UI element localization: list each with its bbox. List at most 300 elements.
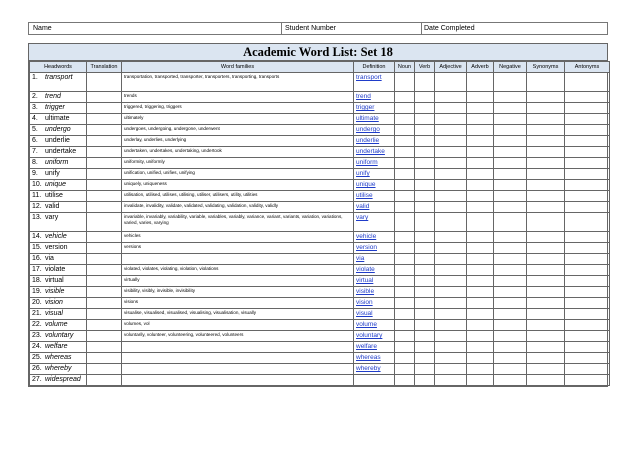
negative-cell[interactable] <box>494 342 527 353</box>
adverb-cell[interactable] <box>467 169 494 180</box>
word-families-cell: voluntarily, volunteer, volunteering, volunteered, volunteers <box>122 331 354 342</box>
headword: volume <box>45 321 68 328</box>
noun-cell[interactable] <box>395 125 415 136</box>
noun-cell[interactable] <box>395 265 415 276</box>
adjective-cell[interactable] <box>435 169 467 180</box>
noun-cell[interactable] <box>395 243 415 254</box>
negative-cell[interactable] <box>494 147 527 158</box>
translation-cell[interactable] <box>87 298 122 309</box>
definition-link[interactable]: undergo <box>354 125 395 136</box>
definition-link[interactable]: virtual <box>354 276 395 287</box>
synonyms-cell[interactable] <box>527 73 565 92</box>
negative-cell[interactable] <box>494 232 527 243</box>
definition-link[interactable]: visual <box>354 309 395 320</box>
adjective-cell[interactable] <box>435 298 467 309</box>
translation-cell[interactable] <box>87 169 122 180</box>
verb-cell[interactable] <box>415 73 435 92</box>
antonyms-cell[interactable] <box>565 125 610 136</box>
adverb-cell[interactable] <box>467 254 494 265</box>
date-completed-label: Date Completed <box>424 25 475 32</box>
translation-cell[interactable] <box>87 191 122 202</box>
column-header: Synonyms <box>527 62 565 73</box>
synonyms-cell[interactable] <box>527 298 565 309</box>
adjective-cell[interactable] <box>435 331 467 342</box>
noun-cell[interactable] <box>395 169 415 180</box>
adjective-cell[interactable] <box>435 103 467 114</box>
student-info-bar <box>28 22 608 35</box>
synonyms-cell[interactable] <box>527 180 565 191</box>
adjective-cell[interactable] <box>435 342 467 353</box>
definition-link[interactable]: valid <box>354 202 395 213</box>
adjective-cell[interactable] <box>435 265 467 276</box>
negative-cell[interactable] <box>494 320 527 331</box>
verb-cell[interactable] <box>415 202 435 213</box>
synonyms-cell[interactable] <box>527 276 565 287</box>
adjective-cell[interactable] <box>435 202 467 213</box>
negative-cell[interactable] <box>494 73 527 92</box>
definition-link[interactable]: vehicle <box>354 232 395 243</box>
table-row <box>30 353 610 364</box>
adverb-cell[interactable] <box>467 331 494 342</box>
word-families-cell: visualise, visualised, visualised, visualising, visualisation, visually <box>122 309 354 320</box>
verb-cell[interactable] <box>415 276 435 287</box>
translation-cell[interactable] <box>87 147 122 158</box>
negative-cell[interactable] <box>494 92 527 103</box>
noun-cell[interactable] <box>395 342 415 353</box>
antonyms-cell[interactable] <box>565 92 610 103</box>
table-row <box>30 213 610 232</box>
adverb-cell[interactable] <box>467 92 494 103</box>
adjective-cell[interactable] <box>435 125 467 136</box>
word-families-cell: undergoes, undergoing, undergone, underwent <box>122 125 354 136</box>
headword: visual <box>45 310 63 317</box>
synonyms-cell[interactable] <box>527 202 565 213</box>
word-families-cell: unification, unified, unifies, unifying <box>122 169 354 180</box>
translation-cell[interactable] <box>87 276 122 287</box>
row-number: 6. <box>32 137 38 144</box>
definition-link[interactable]: version <box>354 243 395 254</box>
adjective-cell[interactable] <box>435 254 467 265</box>
headword: underlie <box>45 137 70 144</box>
definition-link[interactable]: via <box>354 254 395 265</box>
definition-link[interactable]: volume <box>354 320 395 331</box>
definition-link[interactable]: underlie <box>354 136 395 147</box>
negative-cell[interactable] <box>494 353 527 364</box>
verb-cell[interactable] <box>415 243 435 254</box>
verb-cell[interactable] <box>415 298 435 309</box>
verb-cell[interactable] <box>415 375 435 386</box>
negative-cell[interactable] <box>494 202 527 213</box>
definition-link[interactable]: violate <box>354 265 395 276</box>
verb-cell[interactable] <box>415 169 435 180</box>
table-row <box>30 287 610 298</box>
adjective-cell[interactable] <box>435 73 467 92</box>
adverb-cell[interactable] <box>467 180 494 191</box>
antonyms-cell[interactable] <box>565 375 610 386</box>
negative-cell[interactable] <box>494 169 527 180</box>
antonyms-cell[interactable] <box>565 298 610 309</box>
definition-link[interactable]: uniform <box>354 158 395 169</box>
verb-cell[interactable] <box>415 180 435 191</box>
verb-cell[interactable] <box>415 92 435 103</box>
synonyms-cell[interactable] <box>527 353 565 364</box>
adjective-cell[interactable] <box>435 287 467 298</box>
column-header: Translation <box>87 62 122 73</box>
translation-cell[interactable] <box>87 232 122 243</box>
translation-cell[interactable] <box>87 353 122 364</box>
adverb-cell[interactable] <box>467 265 494 276</box>
row-number: 8. <box>32 159 38 166</box>
verb-cell[interactable] <box>415 213 435 232</box>
noun-cell[interactable] <box>395 147 415 158</box>
negative-cell[interactable] <box>494 265 527 276</box>
translation-cell[interactable] <box>87 254 122 265</box>
table-row <box>30 158 610 169</box>
synonyms-cell[interactable] <box>527 169 565 180</box>
definition-link[interactable]: ultimate <box>354 114 395 125</box>
translation-cell[interactable] <box>87 202 122 213</box>
headword-cell <box>30 276 87 287</box>
antonyms-cell[interactable] <box>565 180 610 191</box>
noun-cell[interactable] <box>395 202 415 213</box>
definition-link[interactable]: welfare <box>354 342 395 353</box>
column-header: Noun <box>395 62 415 73</box>
headword: version <box>45 244 68 251</box>
word-families-cell: virtually <box>122 276 354 287</box>
translation-cell[interactable] <box>87 114 122 125</box>
negative-cell[interactable] <box>494 309 527 320</box>
adjective-cell[interactable] <box>435 243 467 254</box>
word-families-cell: transportation, transported, transporter, transporters, transporting, transports <box>122 73 354 92</box>
translation-cell[interactable] <box>87 125 122 136</box>
antonyms-cell[interactable] <box>565 169 610 180</box>
translation-cell[interactable] <box>87 342 122 353</box>
row-number: 23. <box>32 332 42 339</box>
headword-cell <box>30 265 87 276</box>
adverb-cell[interactable] <box>467 309 494 320</box>
negative-cell[interactable] <box>494 276 527 287</box>
negative-cell[interactable] <box>494 254 527 265</box>
table-row <box>30 298 610 309</box>
adverb-cell[interactable] <box>467 213 494 232</box>
noun-cell[interactable] <box>395 309 415 320</box>
verb-cell[interactable] <box>415 353 435 364</box>
antonyms-cell[interactable] <box>565 232 610 243</box>
headword-cell <box>30 136 87 147</box>
word-families-cell: volumes, vol <box>122 320 354 331</box>
antonyms-cell[interactable] <box>565 265 610 276</box>
noun-cell[interactable] <box>395 103 415 114</box>
name-label: Name <box>33 25 52 32</box>
noun-cell[interactable] <box>395 254 415 265</box>
antonyms-cell[interactable] <box>565 114 610 125</box>
adverb-cell[interactable] <box>467 125 494 136</box>
verb-cell[interactable] <box>415 331 435 342</box>
antonyms-cell[interactable] <box>565 191 610 202</box>
synonyms-cell[interactable] <box>527 364 565 375</box>
definition-link[interactable]: whereby <box>354 364 395 375</box>
adverb-cell[interactable] <box>467 342 494 353</box>
synonyms-cell[interactable] <box>527 375 565 386</box>
translation-cell[interactable] <box>87 331 122 342</box>
definition-link[interactable]: unify <box>354 169 395 180</box>
verb-cell[interactable] <box>415 125 435 136</box>
adjective-cell[interactable] <box>435 147 467 158</box>
noun-cell[interactable] <box>395 276 415 287</box>
headword-cell <box>30 73 87 92</box>
table-row <box>30 364 610 375</box>
negative-cell[interactable] <box>494 180 527 191</box>
definition-link[interactable]: vary <box>354 213 395 232</box>
negative-cell[interactable] <box>494 375 527 386</box>
adverb-cell[interactable] <box>467 375 494 386</box>
antonyms-cell[interactable] <box>565 364 610 375</box>
negative-cell[interactable] <box>494 136 527 147</box>
table-row <box>30 92 610 103</box>
adjective-cell[interactable] <box>435 353 467 364</box>
translation-cell[interactable] <box>87 92 122 103</box>
synonyms-cell[interactable] <box>527 136 565 147</box>
translation-cell[interactable] <box>87 73 122 92</box>
headword-cell <box>30 180 87 191</box>
adjective-cell[interactable] <box>435 213 467 232</box>
translation-cell[interactable] <box>87 103 122 114</box>
negative-cell[interactable] <box>494 114 527 125</box>
antonyms-cell[interactable] <box>565 243 610 254</box>
synonyms-cell[interactable] <box>527 147 565 158</box>
translation-cell[interactable] <box>87 213 122 232</box>
row-number: 14. <box>32 233 42 240</box>
antonyms-cell[interactable] <box>565 202 610 213</box>
verb-cell[interactable] <box>415 287 435 298</box>
antonyms-cell[interactable] <box>565 254 610 265</box>
definition-link[interactable]: unique <box>354 180 395 191</box>
table-row <box>30 375 610 386</box>
synonyms-cell[interactable] <box>527 331 565 342</box>
noun-cell[interactable] <box>395 92 415 103</box>
verb-cell[interactable] <box>415 309 435 320</box>
headword: vary <box>45 214 59 221</box>
synonyms-cell[interactable] <box>527 243 565 254</box>
adverb-cell[interactable] <box>467 147 494 158</box>
verb-cell[interactable] <box>415 265 435 276</box>
antonyms-cell[interactable] <box>565 213 610 232</box>
translation-cell[interactable] <box>87 287 122 298</box>
negative-cell[interactable] <box>494 191 527 202</box>
verb-cell[interactable] <box>415 136 435 147</box>
definition-link[interactable]: visible <box>354 287 395 298</box>
antonyms-cell[interactable] <box>565 320 610 331</box>
adverb-cell[interactable] <box>467 287 494 298</box>
antonyms-cell[interactable] <box>565 73 610 92</box>
antonyms-cell[interactable] <box>565 276 610 287</box>
synonyms-cell[interactable] <box>527 92 565 103</box>
noun-cell[interactable] <box>395 364 415 375</box>
verb-cell[interactable] <box>415 232 435 243</box>
adjective-cell[interactable] <box>435 180 467 191</box>
definition-link[interactable]: transport <box>354 73 395 92</box>
negative-cell[interactable] <box>494 331 527 342</box>
adjective-cell[interactable] <box>435 114 467 125</box>
verb-cell[interactable] <box>415 103 435 114</box>
synonyms-cell[interactable] <box>527 158 565 169</box>
headword-cell <box>30 191 87 202</box>
antonyms-cell[interactable] <box>565 309 610 320</box>
adverb-cell[interactable] <box>467 191 494 202</box>
negative-cell[interactable] <box>494 125 527 136</box>
antonyms-cell[interactable] <box>565 136 610 147</box>
noun-cell[interactable] <box>395 73 415 92</box>
headword-cell <box>30 342 87 353</box>
adverb-cell[interactable] <box>467 232 494 243</box>
table-row <box>30 254 610 265</box>
synonyms-cell[interactable] <box>527 287 565 298</box>
adverb-cell[interactable] <box>467 353 494 364</box>
adjective-cell[interactable] <box>435 136 467 147</box>
antonyms-cell[interactable] <box>565 331 610 342</box>
headword: widespread <box>45 376 81 383</box>
adverb-cell[interactable] <box>467 103 494 114</box>
verb-cell[interactable] <box>415 320 435 331</box>
noun-cell[interactable] <box>395 158 415 169</box>
table-row <box>30 202 610 213</box>
translation-cell[interactable] <box>87 243 122 254</box>
noun-cell[interactable] <box>395 331 415 342</box>
column-header: Headwords <box>30 62 87 73</box>
adverb-cell[interactable] <box>467 243 494 254</box>
row-number: 4. <box>32 115 38 122</box>
adjective-cell[interactable] <box>435 232 467 243</box>
adjective-cell[interactable] <box>435 364 467 375</box>
row-number: 2. <box>32 93 38 100</box>
negative-cell[interactable] <box>494 158 527 169</box>
negative-cell[interactable] <box>494 103 527 114</box>
synonyms-cell[interactable] <box>527 232 565 243</box>
definition-link[interactable]: trigger <box>354 103 395 114</box>
noun-cell[interactable] <box>395 320 415 331</box>
definition-link[interactable]: trend <box>354 92 395 103</box>
negative-cell[interactable] <box>494 243 527 254</box>
headword-cell <box>30 202 87 213</box>
translation-cell[interactable] <box>87 375 122 386</box>
synonyms-cell[interactable] <box>527 254 565 265</box>
noun-cell[interactable] <box>395 180 415 191</box>
definition-link[interactable]: undertake <box>354 147 395 158</box>
antonyms-cell[interactable] <box>565 147 610 158</box>
noun-cell[interactable] <box>395 353 415 364</box>
synonyms-cell[interactable] <box>527 342 565 353</box>
translation-cell[interactable] <box>87 265 122 276</box>
headword: vehicle <box>45 233 67 240</box>
table-row <box>30 232 610 243</box>
verb-cell[interactable] <box>415 364 435 375</box>
adverb-cell[interactable] <box>467 114 494 125</box>
translation-cell[interactable] <box>87 364 122 375</box>
student-number-label: Student Number <box>285 25 336 32</box>
synonyms-cell[interactable] <box>527 213 565 232</box>
definition-link[interactable]: whereas <box>354 353 395 364</box>
verb-cell[interactable] <box>415 147 435 158</box>
noun-cell[interactable] <box>395 287 415 298</box>
translation-cell[interactable] <box>87 158 122 169</box>
adjective-cell[interactable] <box>435 92 467 103</box>
table-row <box>30 180 610 191</box>
definition-link[interactable]: vision <box>354 298 395 309</box>
antonyms-cell[interactable] <box>565 287 610 298</box>
adjective-cell[interactable] <box>435 320 467 331</box>
definition-link[interactable]: voluntary <box>354 331 395 342</box>
adverb-cell[interactable] <box>467 320 494 331</box>
negative-cell[interactable] <box>494 298 527 309</box>
adverb-cell[interactable] <box>467 298 494 309</box>
noun-cell[interactable] <box>395 375 415 386</box>
adverb-cell[interactable] <box>467 73 494 92</box>
headword-cell <box>30 298 87 309</box>
translation-cell[interactable] <box>87 136 122 147</box>
synonyms-cell[interactable] <box>527 103 565 114</box>
row-number: 5. <box>32 126 38 133</box>
negative-cell[interactable] <box>494 364 527 375</box>
translation-cell[interactable] <box>87 180 122 191</box>
synonyms-cell[interactable] <box>527 125 565 136</box>
synonyms-cell[interactable] <box>527 309 565 320</box>
negative-cell[interactable] <box>494 213 527 232</box>
translation-cell[interactable] <box>87 320 122 331</box>
synonyms-cell[interactable] <box>527 320 565 331</box>
table-row <box>30 169 610 180</box>
adjective-cell[interactable] <box>435 309 467 320</box>
translation-cell[interactable] <box>87 309 122 320</box>
adjective-cell[interactable] <box>435 158 467 169</box>
adverb-cell[interactable] <box>467 158 494 169</box>
synonyms-cell[interactable] <box>527 114 565 125</box>
column-header: Adverb <box>467 62 494 73</box>
definition-link[interactable]: utilise <box>354 191 395 202</box>
adjective-cell[interactable] <box>435 276 467 287</box>
antonyms-cell[interactable] <box>565 103 610 114</box>
adverb-cell[interactable] <box>467 364 494 375</box>
adverb-cell[interactable] <box>467 202 494 213</box>
adjective-cell[interactable] <box>435 191 467 202</box>
verb-cell[interactable] <box>415 191 435 202</box>
synonyms-cell[interactable] <box>527 265 565 276</box>
antonyms-cell[interactable] <box>565 158 610 169</box>
noun-cell[interactable] <box>395 298 415 309</box>
noun-cell[interactable] <box>395 114 415 125</box>
negative-cell[interactable] <box>494 287 527 298</box>
noun-cell[interactable] <box>395 232 415 243</box>
row-number: 22. <box>32 321 42 328</box>
verb-cell[interactable] <box>415 254 435 265</box>
verb-cell[interactable] <box>415 114 435 125</box>
headword: whereas <box>45 354 72 361</box>
noun-cell[interactable] <box>395 136 415 147</box>
headword: via <box>45 255 54 262</box>
adverb-cell[interactable] <box>467 136 494 147</box>
verb-cell[interactable] <box>415 342 435 353</box>
noun-cell[interactable] <box>395 213 415 232</box>
adjective-cell[interactable] <box>435 375 467 386</box>
antonyms-cell[interactable] <box>565 342 610 353</box>
adverb-cell[interactable] <box>467 276 494 287</box>
row-number: 9. <box>32 170 38 177</box>
headword-cell <box>30 92 87 103</box>
verb-cell[interactable] <box>415 158 435 169</box>
synonyms-cell[interactable] <box>527 191 565 202</box>
headword: transport <box>45 74 73 81</box>
noun-cell[interactable] <box>395 191 415 202</box>
antonyms-cell[interactable] <box>565 353 610 364</box>
